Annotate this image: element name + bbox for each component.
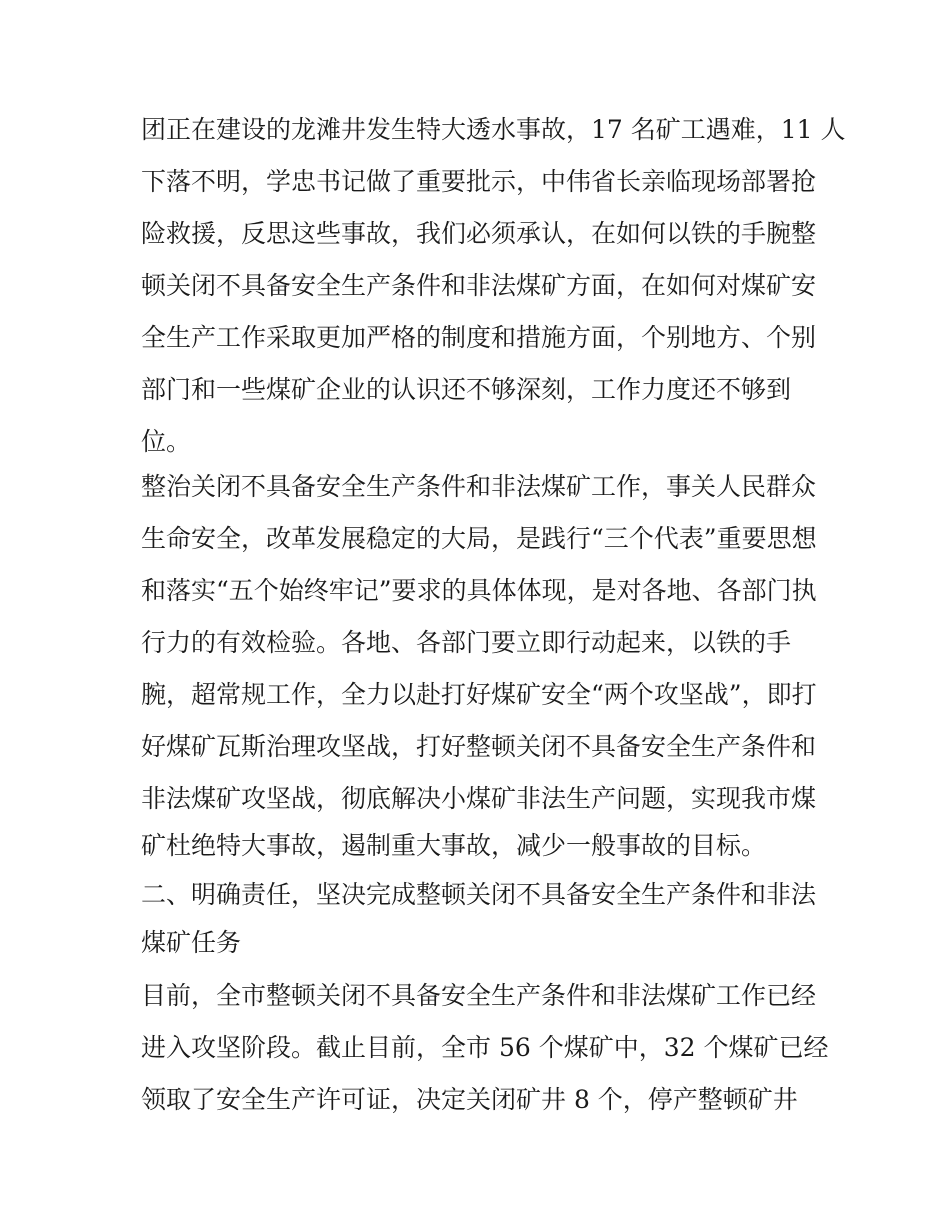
text-line: 目前，全市整顿关闭不具备安全生产条件和非法煤矿工作已经 [141,981,817,1010]
text-line: 位。 [141,427,192,456]
text-line: 顿关闭不具备安全生产条件和非法煤矿方面，在如何对煤矿安 [141,271,817,300]
text-line: 下落不明，学忠书记做了重要批示，中伟省长亲临现场部署抢 [141,167,817,196]
text-line: 团正在建设的龙滩井发生特大透水事故，17 名矿工遇难，11 人 [141,115,846,144]
text-line: 矿杜绝特大事故，遏制重大事故，减少一般事故的目标。 [141,831,767,860]
text-line: 行力的有效检验。各地、各部门要立即行动起来，以铁的手 [141,628,792,657]
text-line: 生命安全，改革发展稳定的大局，是践行“三个代表”重要思想 [141,524,817,553]
section-heading: 二、明确责任，坚决完成整顿关闭不具备安全生产条件和非法 [141,880,817,909]
text-line: 险救援，反思这些事故，我们必须承认，在如何以铁的手腕整 [141,219,817,248]
text-line: 非法煤矿攻坚战，彻底解决小煤矿非法生产问题，实现我市煤 [141,784,817,813]
section-heading: 煤矿任务 [141,928,242,957]
text-line: 和落实“五个始终牢记”要求的具体体现，是对各地、各部门执 [141,576,817,605]
text-line: 好煤矿瓦斯治理攻坚战，打好整顿关闭不具备安全生产条件和 [141,732,817,761]
text-line: 全生产工作采取更加严格的制度和措施方面，个别地方、个别 [141,323,817,352]
text-line: 部门和一些煤矿企业的认识还不够深刻，工作力度还不够到 [141,375,792,404]
text-line: 进入攻坚阶段。截止目前，全市 56 个煤矿中，32 个煤矿已经 [141,1033,829,1062]
text-line: 整治关闭不具备安全生产条件和非法煤矿工作，事关人民群众 [141,472,817,501]
text-line: 领取了安全生产许可证，决定关闭矿井 8 个，停产整顿矿井 [141,1085,798,1114]
text-line: 腕，超常规工作，全力以赴打好煤矿安全“两个攻坚战”，即打 [141,680,817,709]
